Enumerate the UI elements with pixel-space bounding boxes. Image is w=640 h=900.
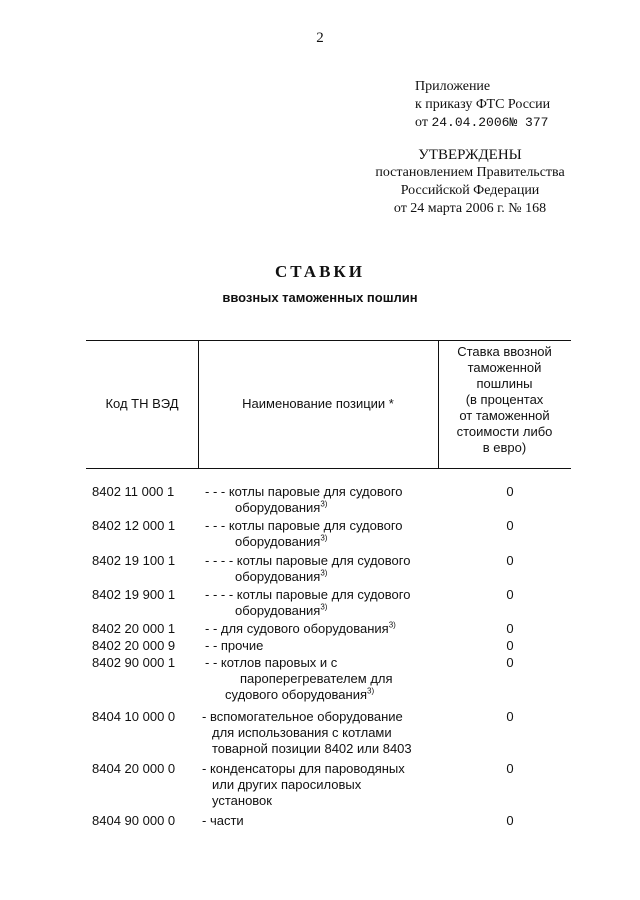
row-code: 8402 90 000 1 [92, 655, 176, 670]
appendix-line-2: к приказу ФТС России [415, 97, 551, 112]
appendix-date-prefix: от [415, 115, 432, 130]
row-name-line [205, 534, 430, 550]
appendix-block [415, 78, 550, 132]
row-name-line: - вспомогательное оборудование [202, 709, 403, 724]
row-name-line [205, 500, 430, 516]
document-subtitle: ввозных таможенных пошлин [222, 290, 418, 305]
row-name-line: - - - котлы паровые для судового [205, 518, 403, 533]
appendix-line-1: Приложение [415, 79, 491, 94]
row-name-line: - - прочие [205, 638, 264, 653]
row-name [205, 484, 430, 516]
row-name-text: оборудования [235, 603, 321, 618]
row-name [202, 813, 427, 829]
row-code: 8402 20 000 1 [92, 621, 176, 636]
row-code: 8404 90 000 0 [92, 813, 176, 828]
approval-line-3: от 24 марта 2006 г. № 168 [393, 201, 547, 216]
row-name-line: - конденсаторы для пароводяных [202, 761, 405, 776]
row-rate: 0 [506, 484, 514, 499]
row-name-line: - части [202, 813, 244, 828]
row-code: 8404 20 000 0 [92, 761, 176, 776]
footnote-mark: 3) [367, 686, 375, 696]
footnote-mark: 3) [388, 620, 396, 630]
row-name [205, 553, 430, 585]
row-rate: 0 [506, 655, 514, 670]
header-name: Наименование позиции * [242, 396, 394, 411]
row-code: 8402 19 900 1 [92, 587, 176, 602]
row-code: 8402 12 000 1 [92, 518, 176, 533]
header-rate-line: пошлины [476, 376, 533, 391]
row-name [202, 761, 427, 809]
table-header-bottom-rule [86, 468, 571, 469]
row-rate: 0 [506, 813, 514, 828]
row-name-text: оборудования [235, 534, 321, 549]
table-top-rule [86, 340, 571, 341]
row-name-line: - - - котлы паровые для судового [205, 484, 403, 499]
row-name-text: оборудования [235, 500, 321, 515]
row-code: 8402 19 100 1 [92, 553, 176, 568]
row-code: 8402 20 000 9 [92, 638, 176, 653]
row-name-line: для использования с котлами [212, 725, 392, 740]
footnote-mark: 3) [320, 602, 328, 612]
approval-heading: УТВЕРЖДЕНЫ [418, 147, 522, 163]
row-name-line: - - - - котлы паровые для судового [205, 587, 411, 602]
row-name-text: оборудования [235, 569, 321, 584]
header-rate-line: стоимости либо [456, 424, 553, 439]
header-rate-line: в евро) [482, 440, 527, 455]
row-name-line: установок [212, 793, 272, 808]
row-name-line [205, 603, 430, 619]
row-name [205, 638, 430, 654]
row-name [205, 621, 430, 637]
header-rate [438, 344, 571, 456]
row-name-line [205, 687, 430, 703]
page-number: 2 [316, 30, 324, 46]
approval-line-1: постановлением Правительства [375, 165, 565, 180]
row-name-line: или других паросиловых [212, 777, 362, 792]
header-rate-line: от таможенной [459, 408, 550, 423]
row-name [205, 518, 430, 550]
row-rate: 0 [506, 621, 514, 636]
row-name [202, 709, 427, 757]
header-rate-line: Ставка ввозной [457, 344, 552, 359]
header-code: Код ТН ВЭД [105, 396, 179, 411]
approval-line-2: Российской Федерации [400, 183, 540, 198]
row-name-line [205, 569, 430, 585]
row-name [205, 655, 430, 703]
footnote-mark: 3) [320, 568, 328, 578]
appendix-line-3 [415, 114, 550, 132]
footnote-mark: 3) [320, 533, 328, 543]
appendix-date: 24.04.2006№ 377 [431, 115, 549, 130]
header-rate-line: таможенной [467, 360, 542, 375]
row-rate: 0 [506, 761, 514, 776]
row-code: 8404 10 000 0 [92, 709, 176, 724]
approval-block [365, 146, 575, 218]
footnote-mark: 3) [320, 499, 328, 509]
document-title: СТАВКИ [275, 262, 365, 281]
row-name-text: судового оборудования [225, 687, 368, 702]
row-rate: 0 [506, 553, 514, 568]
row-rate: 0 [506, 709, 514, 724]
row-code: 8402 11 000 1 [92, 484, 175, 499]
row-rate: 0 [506, 518, 514, 533]
row-name-line: - - - - котлы паровые для судового [205, 553, 411, 568]
row-rate: 0 [506, 638, 514, 653]
header-rate-line: (в процентах [465, 392, 544, 407]
row-name-line: пароперегревателем для [240, 671, 393, 686]
row-name-line: - - котлов паровых и с [205, 655, 338, 670]
row-name [205, 587, 430, 619]
row-name-line: товарной позиции 8402 или 8403 [212, 741, 412, 756]
row-name-line: - - для судового оборудования [205, 621, 389, 636]
row-rate: 0 [506, 587, 514, 602]
